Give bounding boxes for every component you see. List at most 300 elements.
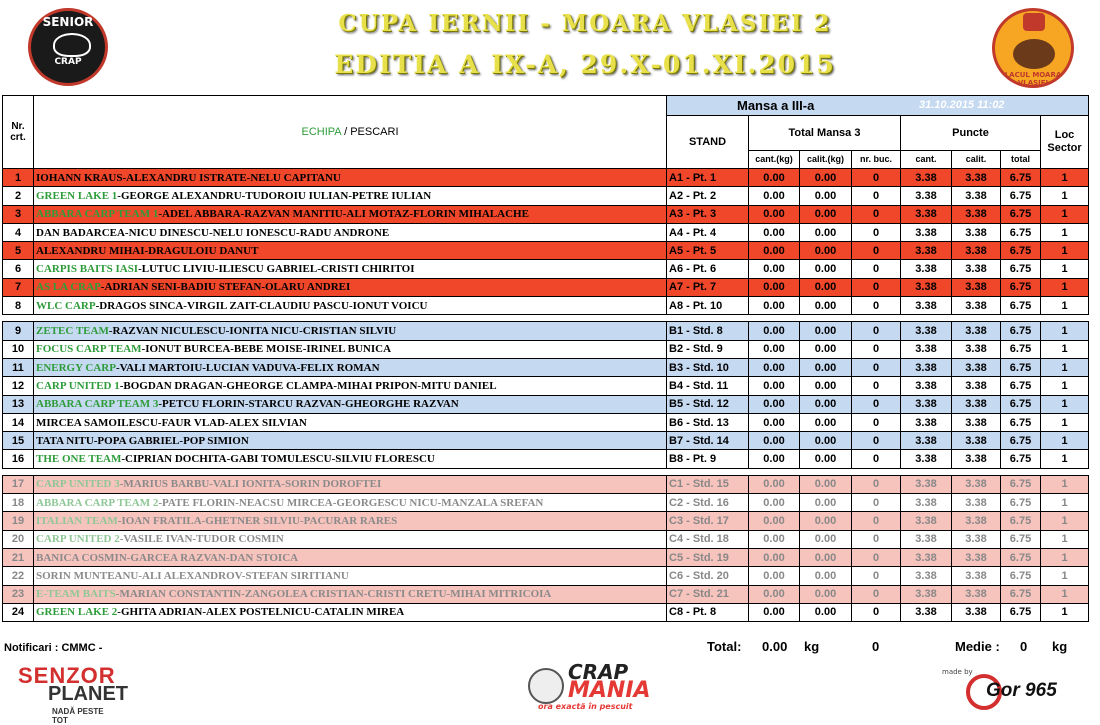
table-row: [3, 512, 1089, 530]
stand-cell: A4 - Pt. 4: [667, 223, 749, 241]
medie-value: 0: [1020, 639, 1028, 654]
p-cant-cell: 3.38: [901, 187, 952, 205]
cant-cell: 0.00: [749, 450, 800, 468]
anglers-names: BANICA COSMIN-GARCEA RAZVAN-DAN STOICA: [36, 551, 299, 564]
table-row: [3, 432, 1089, 450]
p-total-cell: 6.75: [1001, 450, 1041, 468]
p-cant-cell: 3.38: [901, 377, 952, 395]
medie-label: Medie :: [955, 639, 1000, 654]
calit-cell: 0.00: [800, 278, 852, 296]
notificari: Notificari : CMMC -: [4, 642, 103, 654]
stand-cell: B6 - Std. 13: [667, 413, 749, 431]
team-cell: [34, 242, 667, 260]
calit-cell: 0.00: [800, 260, 852, 278]
team-cell: [34, 494, 667, 512]
separator-cell: [3, 315, 1089, 322]
p-cant-cell: 3.38: [901, 205, 952, 223]
crap-tagline: ora exactă în pescuit: [538, 702, 633, 711]
loc-cell: 1: [1041, 548, 1089, 566]
team-name: CARP UNITED 3: [36, 478, 120, 491]
p-cant-cell: 3.38: [901, 322, 952, 340]
stand-cell: B3 - Std. 10: [667, 358, 749, 376]
team-cell: [34, 297, 667, 315]
p-total-cell: 6.75: [1001, 297, 1041, 315]
table-row: [3, 377, 1089, 395]
senzor-planet-logo: [18, 663, 128, 725]
p-total-cell: 6.75: [1001, 358, 1041, 376]
stand-cell: A5 - Pt. 5: [667, 242, 749, 260]
nr-cell: 11: [3, 358, 34, 376]
table-row: [3, 297, 1089, 315]
nr-cell: 22: [3, 567, 34, 585]
nr-crt-header: Nr. crt.: [3, 96, 34, 169]
table-row: [3, 395, 1089, 413]
team-cell: [34, 278, 667, 296]
nr-cell: 5: [3, 242, 34, 260]
cant-cell: 0.00: [749, 494, 800, 512]
p-cant-cell: 3.38: [901, 450, 952, 468]
buc-cell: 0: [852, 512, 901, 530]
loc-cell: 1: [1041, 278, 1089, 296]
p-cant-cell: 3.38: [901, 432, 952, 450]
p-calit-cell: 3.38: [952, 603, 1001, 621]
loc-cell: 1: [1041, 494, 1089, 512]
calit-cell: 0.00: [800, 187, 852, 205]
buc-cell: 0: [852, 187, 901, 205]
calit-cell: 0.00: [800, 205, 852, 223]
stand-cell: C1 - Std. 15: [667, 475, 749, 493]
table-row: [3, 450, 1089, 468]
stand-cell: A8 - Pt. 10: [667, 297, 749, 315]
team-name: ZETEC TEAM: [36, 325, 109, 338]
team-cell: [34, 512, 667, 530]
p-cant-cell: 3.38: [901, 548, 952, 566]
buc-cell: 0: [852, 548, 901, 566]
stand-cell: C3 - Std. 17: [667, 512, 749, 530]
team-name: ABBARA CARP TEAM 1: [36, 208, 159, 221]
p-total-cell: 6.75: [1001, 322, 1041, 340]
p-cant-cell: 3.38: [901, 603, 952, 621]
calit-cell: 0.00: [800, 395, 852, 413]
crap-mania-logo: [528, 660, 668, 716]
p-calit-cell: 3.38: [952, 223, 1001, 241]
calit-cell: 0.00: [800, 548, 852, 566]
team-cell: [34, 340, 667, 358]
loc-cell: 1: [1041, 377, 1089, 395]
loc-cell: 1: [1041, 475, 1089, 493]
anglers-names: ALEXANDRU MIHAI-DRAGULOIU DANUT: [36, 244, 259, 257]
nr-cell: 6: [3, 260, 34, 278]
calit-cell: 0.00: [800, 475, 852, 493]
loc-cell: 1: [1041, 395, 1089, 413]
title-line-2: EDITIA A IX-A, 29.X-01.XI.2015: [334, 50, 836, 79]
table-row: [3, 223, 1089, 241]
nr-cell: 2: [3, 187, 34, 205]
table-row: [3, 260, 1089, 278]
nr-cell: 14: [3, 413, 34, 431]
stand-cell: B5 - Std. 12: [667, 395, 749, 413]
nr-cell: 16: [3, 450, 34, 468]
puncte-header: Puncte: [901, 116, 1041, 151]
team-name: AS LA CRAP: [36, 281, 101, 294]
page-header: [0, 0, 1100, 95]
loc-cell: 1: [1041, 223, 1089, 241]
buc-cell: 0: [852, 260, 901, 278]
p-calit-cell: 3.38: [952, 297, 1001, 315]
calit-cell: 0.00: [800, 494, 852, 512]
team-cell: [34, 260, 667, 278]
p-calit-cell: 3.38: [952, 494, 1001, 512]
calit-cell: 0.00: [800, 512, 852, 530]
anglers-names: -LUTUC LIVIU-ILIESCU GABRIEL-CRISTI CHIRITOI: [138, 263, 415, 276]
calit-header: calit.: [952, 150, 1001, 168]
buc-cell: 0: [852, 340, 901, 358]
team-name: ITALIAN TEAM: [36, 514, 118, 527]
senzor-tagline: NADĂ PESTE TOT: [52, 707, 104, 725]
table-row: [3, 322, 1089, 340]
team-header: ECHIPA / PESCARI: [34, 96, 667, 169]
calit-cell: 0.00: [800, 223, 852, 241]
cant-cell: 0.00: [749, 223, 800, 241]
nr-cell: 17: [3, 475, 34, 493]
anglers-names: -VALI MARTOIU-LUCIAN VADUVA-FELIX ROMAN: [115, 361, 380, 374]
p-total-cell: 6.75: [1001, 340, 1041, 358]
calit-kg-header: calit.(kg): [800, 150, 852, 168]
buc-cell: 0: [852, 322, 901, 340]
loc-cell: 1: [1041, 169, 1089, 187]
table-row: [3, 603, 1089, 621]
team-cell: [34, 395, 667, 413]
total-mansa-header: Total Mansa 3: [749, 116, 901, 151]
sector-separator: [3, 468, 1089, 475]
table-row: [3, 358, 1089, 376]
p-calit-cell: 3.38: [952, 450, 1001, 468]
cant-cell: 0.00: [749, 603, 800, 621]
stand-cell: C6 - Std. 20: [667, 567, 749, 585]
p-total-cell: 6.75: [1001, 242, 1041, 260]
anglers-names: -IOAN FRATILA-GHETNER SILVIU-PACURAR RARES: [117, 514, 398, 527]
shield-icon: [1023, 13, 1045, 31]
p-calit-cell: 3.38: [952, 187, 1001, 205]
ball-icon: [528, 668, 564, 704]
total-count: 0: [872, 639, 880, 654]
stand-cell: C8 - Pt. 8: [667, 603, 749, 621]
p-total-cell: 6.75: [1001, 395, 1041, 413]
nr-cell: 19: [3, 512, 34, 530]
table-row: [3, 530, 1089, 548]
p-calit-cell: 3.38: [952, 278, 1001, 296]
stand-cell: C7 - Std. 21: [667, 585, 749, 603]
buc-cell: 0: [852, 475, 901, 493]
buc-cell: 0: [852, 358, 901, 376]
results-table: [2, 95, 1089, 622]
nr-buc-header: nr. buc.: [852, 150, 901, 168]
buc-cell: 0: [852, 223, 901, 241]
team-cell: [34, 169, 667, 187]
cant-cell: 0.00: [749, 413, 800, 431]
buc-cell: 0: [852, 377, 901, 395]
total-value: 0.00: [762, 639, 788, 654]
nr-cell: 21: [3, 548, 34, 566]
nr-cell: 10: [3, 340, 34, 358]
table-row: [3, 494, 1089, 512]
loc-cell: 1: [1041, 340, 1089, 358]
table-row: [3, 242, 1089, 260]
p-calit-cell: 3.38: [952, 358, 1001, 376]
nr-cell: 18: [3, 494, 34, 512]
loc-cell: 1: [1041, 585, 1089, 603]
anglers-names: -ADEL ABBARA-RAZVAN MANITIU-ALI MOTAZ-FLORIN MIHALACHE: [158, 208, 529, 221]
team-cell: [34, 567, 667, 585]
total-header: total: [1001, 150, 1041, 168]
buc-cell: 0: [852, 413, 901, 431]
team-cell: [34, 322, 667, 340]
cant-cell: 0.00: [749, 548, 800, 566]
p-calit-cell: 3.38: [952, 322, 1001, 340]
loc-cell: 1: [1041, 530, 1089, 548]
p-total-cell: 6.75: [1001, 413, 1041, 431]
mansa-header: Mansa a III-a 31.10.2015 11:02: [667, 96, 1089, 116]
table-row: [3, 205, 1089, 223]
cant-cell: 0.00: [749, 377, 800, 395]
cant-header: cant.: [901, 150, 952, 168]
loc-cell: 1: [1041, 512, 1089, 530]
loc-cell: 1: [1041, 450, 1089, 468]
anglers-names: -PETCU FLORIN-STARCU RAZVAN-GHEORGHE RAZVAN: [158, 398, 459, 411]
buc-cell: 0: [852, 567, 901, 585]
team-cell: [34, 187, 667, 205]
p-total-cell: 6.75: [1001, 585, 1041, 603]
table-row: [3, 548, 1089, 566]
p-total-cell: 6.75: [1001, 494, 1041, 512]
anglers-names: TATA NITU-POPA GABRIEL-POP SIMION: [36, 434, 249, 447]
p-total-cell: 6.75: [1001, 432, 1041, 450]
team-cell: [34, 475, 667, 493]
table-row: [3, 278, 1089, 296]
anglers-names: -GEORGE ALEXANDRU-TUDOROIU IULIAN-PETRE IULIAN: [117, 189, 432, 202]
stand-cell: A7 - Pt. 7: [667, 278, 749, 296]
loc-cell: 1: [1041, 187, 1089, 205]
crap-text: CRAP: [568, 660, 629, 684]
calit-cell: 0.00: [800, 585, 852, 603]
team-name: CARPIS BAITS IASI: [36, 263, 139, 276]
calit-cell: 0.00: [800, 603, 852, 621]
stand-cell: B8 - Pt. 9: [667, 450, 749, 468]
table-row: [3, 187, 1089, 205]
nr-cell: 12: [3, 377, 34, 395]
loc-cell: 1: [1041, 242, 1089, 260]
nr-cell: 7: [3, 278, 34, 296]
nr-cell: 24: [3, 603, 34, 621]
p-total-cell: 6.75: [1001, 512, 1041, 530]
p-total-cell: 6.75: [1001, 205, 1041, 223]
total-label: Total:: [707, 639, 742, 654]
calit-cell: 0.00: [800, 450, 852, 468]
buc-cell: 0: [852, 585, 901, 603]
nr-cell: 20: [3, 530, 34, 548]
cant-cell: 0.00: [749, 340, 800, 358]
team-name: GREEN LAKE 1: [36, 189, 118, 202]
buc-cell: 0: [852, 205, 901, 223]
buc-cell: 0: [852, 450, 901, 468]
p-cant-cell: 3.38: [901, 340, 952, 358]
team-cell: [34, 377, 667, 395]
calit-cell: 0.00: [800, 567, 852, 585]
p-calit-cell: 3.38: [952, 585, 1001, 603]
anglers-names: -MARIUS BARBU-VALI IONITA-SORIN DOROFTEI: [119, 478, 382, 491]
p-total-cell: 6.75: [1001, 548, 1041, 566]
p-cant-cell: 3.38: [901, 475, 952, 493]
p-cant-cell: 3.38: [901, 512, 952, 530]
cant-kg-header: cant.(kg): [749, 150, 800, 168]
cant-cell: 0.00: [749, 358, 800, 376]
table-row: [3, 169, 1089, 187]
anglers-names: -DRAGOS SINCA-VIRGIL ZAIT-CLAUDIU PASCU-IONUT VOICU: [95, 299, 428, 312]
p-calit-cell: 3.38: [952, 205, 1001, 223]
medie-kg-unit: kg: [1052, 639, 1068, 654]
stand-cell: A6 - Pt. 6: [667, 260, 749, 278]
p-total-cell: 6.75: [1001, 278, 1041, 296]
table-row: [3, 340, 1089, 358]
cant-cell: 0.00: [749, 475, 800, 493]
cant-cell: 0.00: [749, 169, 800, 187]
buc-cell: 0: [852, 432, 901, 450]
buc-cell: 0: [852, 242, 901, 260]
loc-cell: 1: [1041, 358, 1089, 376]
p-cant-cell: 3.38: [901, 530, 952, 548]
anglers-names: -RAZVAN NICULESCU-IONITA NICU-CRISTIAN SILVIU: [108, 325, 397, 338]
team-cell: [34, 205, 667, 223]
made-by-logo: [938, 668, 1088, 713]
calit-cell: 0.00: [800, 432, 852, 450]
stand-cell: C5 - Std. 19: [667, 548, 749, 566]
team-cell: [34, 603, 667, 621]
table-row: [3, 567, 1089, 585]
team-cell: [34, 413, 667, 431]
p-cant-cell: 3.38: [901, 223, 952, 241]
p-total-cell: 6.75: [1001, 567, 1041, 585]
cant-cell: 0.00: [749, 242, 800, 260]
calit-cell: 0.00: [800, 297, 852, 315]
calit-cell: 0.00: [800, 377, 852, 395]
nr-cell: 1: [3, 169, 34, 187]
buc-cell: 0: [852, 603, 901, 621]
nr-cell: 3: [3, 205, 34, 223]
senzor-text: SENZOR: [18, 663, 116, 688]
stand-cell: A1 - Pt. 1: [667, 169, 749, 187]
p-calit-cell: 3.38: [952, 377, 1001, 395]
p-cant-cell: 3.38: [901, 413, 952, 431]
nr-cell: 13: [3, 395, 34, 413]
p-cant-cell: 3.38: [901, 169, 952, 187]
team-cell: [34, 358, 667, 376]
nr-cell: 9: [3, 322, 34, 340]
buc-cell: 0: [852, 297, 901, 315]
calit-cell: 0.00: [800, 169, 852, 187]
sector-separator: [3, 315, 1089, 322]
p-calit-cell: 3.38: [952, 260, 1001, 278]
anglers-names: -CIPRIAN DOCHITA-GABI TOMULESCU-SILVIU FLORESCU: [121, 453, 435, 466]
left-logo-top: SENIOR: [42, 15, 94, 29]
p-cant-cell: 3.38: [901, 260, 952, 278]
planet-text: PLANET: [48, 683, 128, 705]
loc-cell: 1: [1041, 205, 1089, 223]
calit-cell: 0.00: [800, 413, 852, 431]
p-cant-cell: 3.38: [901, 395, 952, 413]
buc-cell: 0: [852, 494, 901, 512]
p-total-cell: 6.75: [1001, 223, 1041, 241]
anglers-names: -MARIAN CONSTANTIN-ZANGOLEA CRISTIAN-CRISTI CRETU-MIHAI MITRICOIA: [115, 588, 552, 601]
loc-cell: 1: [1041, 432, 1089, 450]
loc-cell: 1: [1041, 603, 1089, 621]
stand-cell: B7 - Std. 14: [667, 432, 749, 450]
team-name: ENERGY CARP: [36, 361, 116, 374]
anglers-names: -BOGDAN DRAGAN-GHEORGE CLAMPA-MIHAI PRIPON-MITU DANIEL: [119, 379, 497, 392]
calit-cell: 0.00: [800, 340, 852, 358]
buc-cell: 0: [852, 278, 901, 296]
anglers-names: -VASILE IVAN-TUDOR COSMIN: [119, 533, 284, 546]
anglers-names: -IONUT BURCEA-BEBE MOISE-IRINEL BUNICA: [141, 343, 392, 356]
team-name: ABBARA CARP TEAM 3: [36, 398, 159, 411]
p-calit-cell: 3.38: [952, 548, 1001, 566]
p-cant-cell: 3.38: [901, 297, 952, 315]
p-total-cell: 6.75: [1001, 603, 1041, 621]
buc-cell: 0: [852, 395, 901, 413]
team-name: CARP UNITED 1: [36, 379, 120, 392]
gor-text: Gor 965: [986, 680, 1057, 701]
p-calit-cell: 3.38: [952, 475, 1001, 493]
stand-cell: A3 - Pt. 3: [667, 205, 749, 223]
buc-cell: 0: [852, 530, 901, 548]
anglers-names: SORIN MUNTEANU-ALI ALEXANDROV-STEFAN SIRITIANU: [36, 569, 349, 582]
calit-cell: 0.00: [800, 358, 852, 376]
cant-cell: 0.00: [749, 278, 800, 296]
anglers-names: -GHITA ADRIAN-ALEX POSTELNICU-CATALIN MIREA: [117, 606, 405, 619]
team-cell: [34, 548, 667, 566]
lake-logo: [992, 8, 1074, 88]
cant-cell: 0.00: [749, 432, 800, 450]
cant-cell: 0.00: [749, 297, 800, 315]
stand-cell: B1 - Std. 8: [667, 322, 749, 340]
team-name: THE ONE TEAM: [36, 453, 122, 466]
cant-cell: 0.00: [749, 322, 800, 340]
stand-cell: A2 - Pt. 2: [667, 187, 749, 205]
nr-cell: 23: [3, 585, 34, 603]
p-calit-cell: 3.38: [952, 242, 1001, 260]
loc-sector-header: Loc Sector: [1041, 116, 1089, 169]
p-cant-cell: 3.38: [901, 585, 952, 603]
p-cant-cell: 3.38: [901, 567, 952, 585]
nr-cell: 4: [3, 223, 34, 241]
team-name: GREEN LAKE 2: [36, 606, 118, 619]
nr-cell: 15: [3, 432, 34, 450]
cant-cell: 0.00: [749, 187, 800, 205]
p-total-cell: 6.75: [1001, 260, 1041, 278]
stand-cell: B4 - Std. 11: [667, 377, 749, 395]
p-total-cell: 6.75: [1001, 187, 1041, 205]
team-name: ABBARA CARP TEAM 2: [36, 496, 159, 509]
cant-cell: 0.00: [749, 395, 800, 413]
team-cell: [34, 450, 667, 468]
p-cant-cell: 3.38: [901, 242, 952, 260]
nr-cell: 8: [3, 297, 34, 315]
title-line-1: CUPA IERNII - MOARA VLASIEI 2: [338, 10, 832, 37]
p-cant-cell: 3.38: [901, 494, 952, 512]
p-calit-cell: 3.38: [952, 567, 1001, 585]
cant-cell: 0.00: [749, 205, 800, 223]
stand-cell: B2 - Std. 9: [667, 340, 749, 358]
team-name: E-TEAM BAITS: [36, 588, 116, 601]
